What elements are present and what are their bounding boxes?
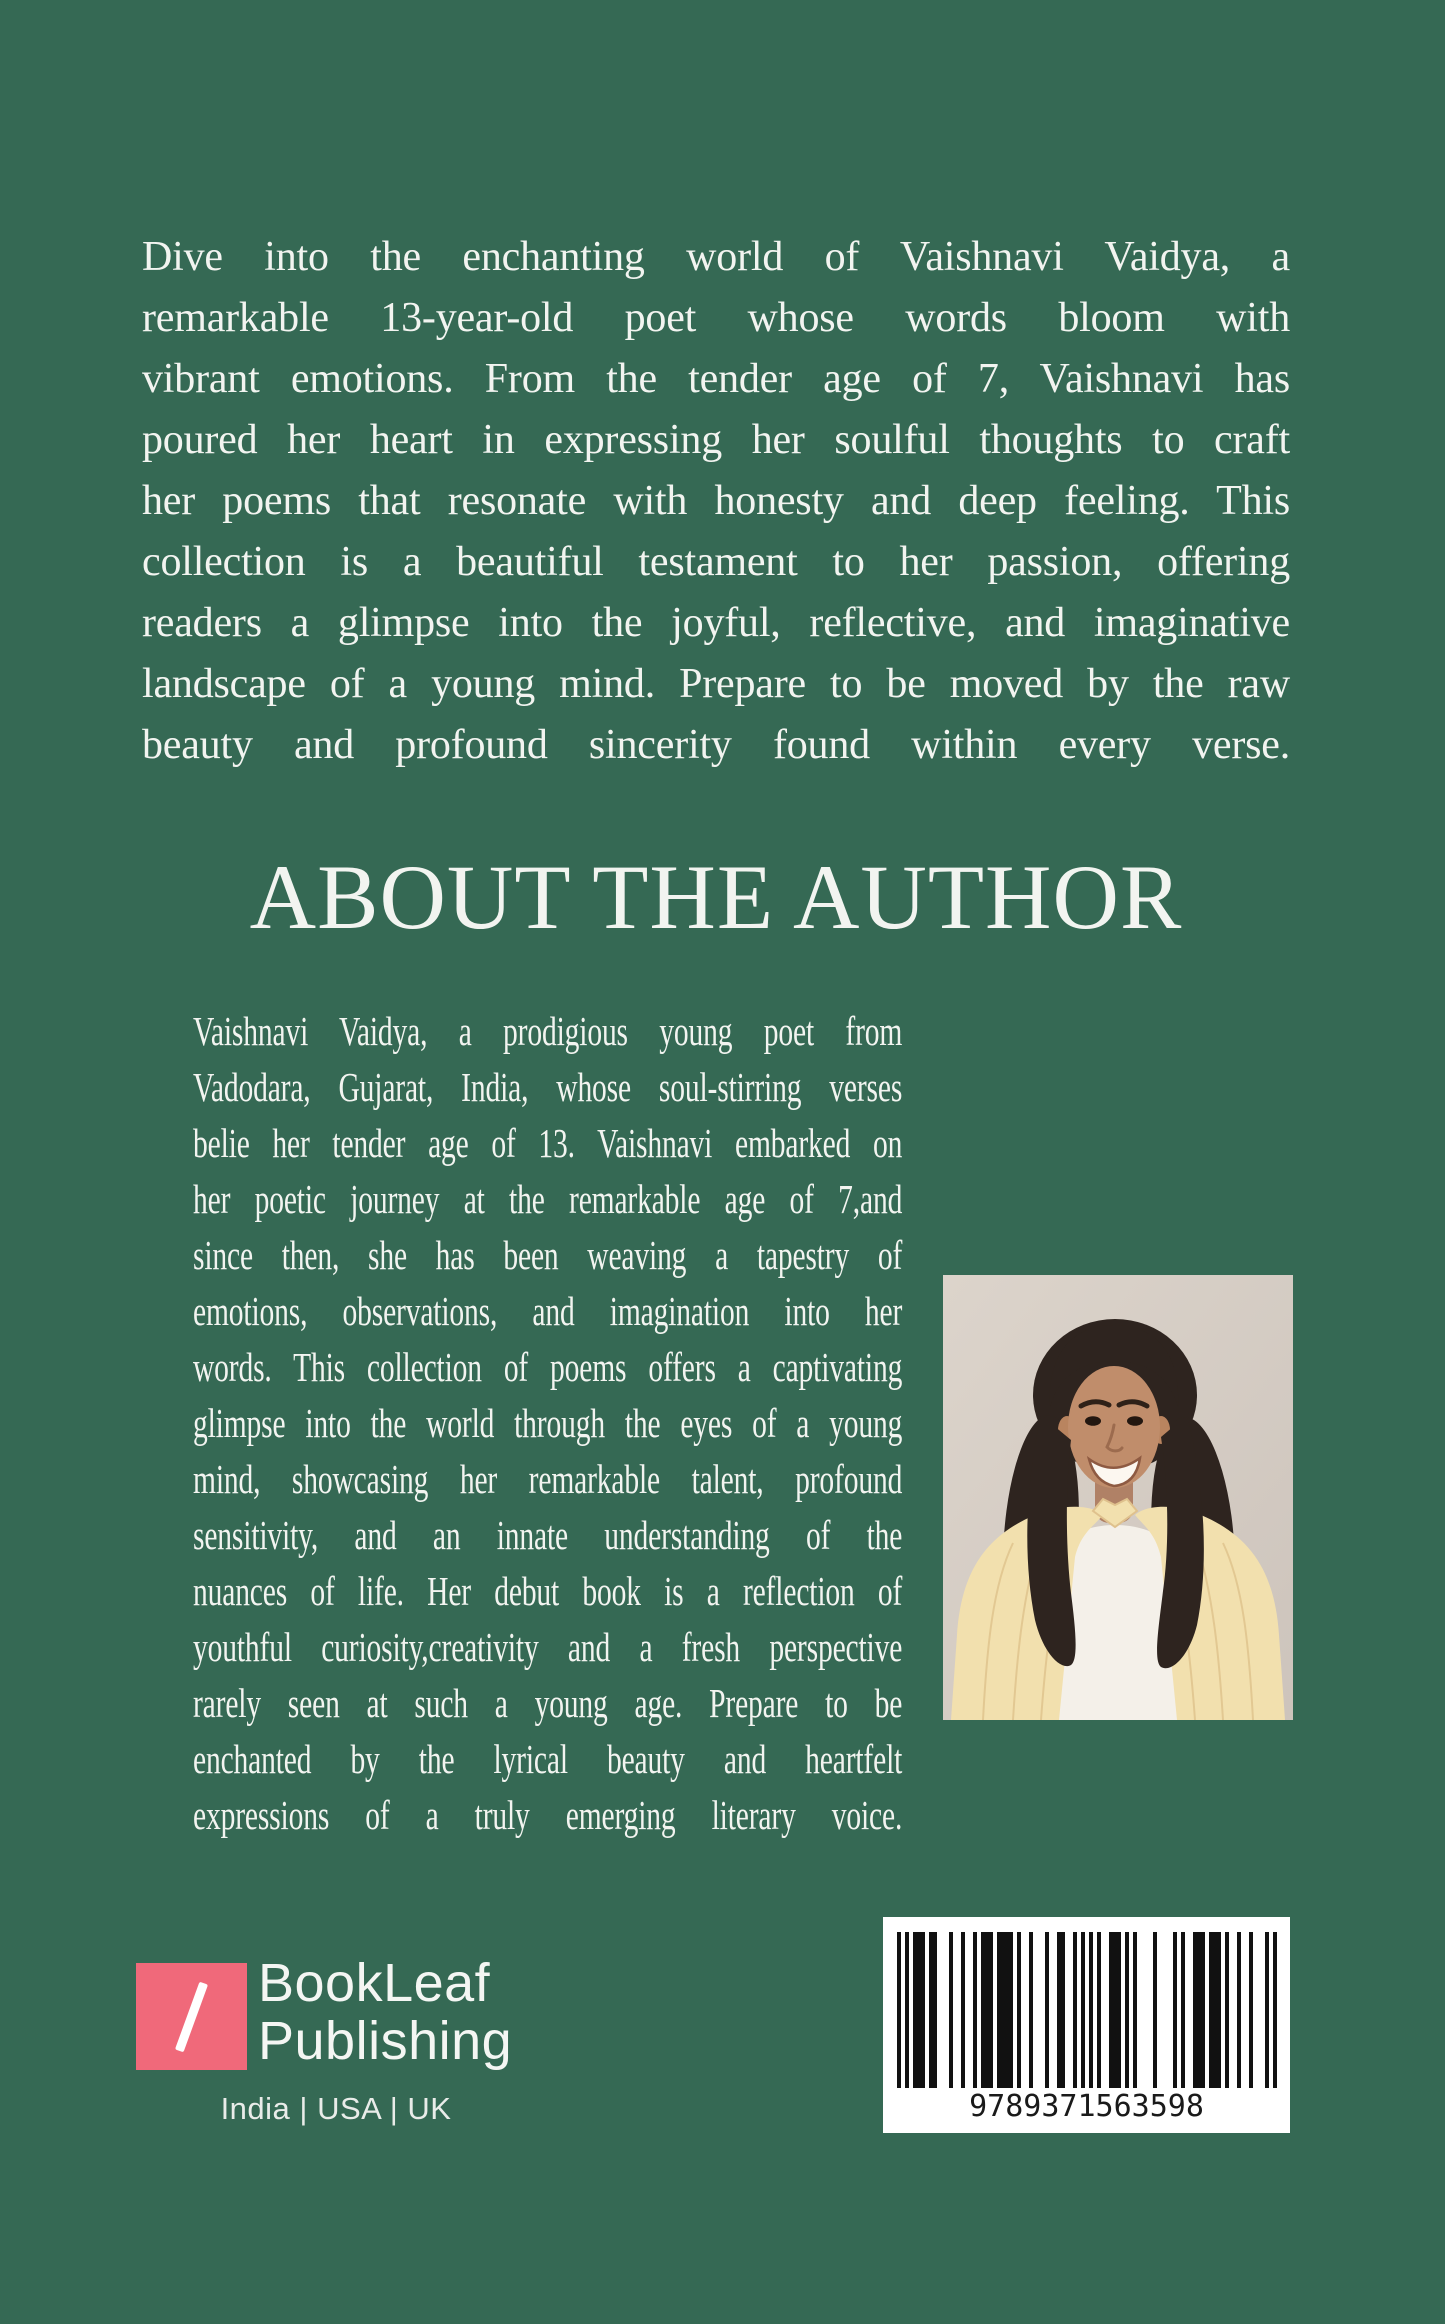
text-line: her poetic journey at the remarkable age of 7,and <box>193 1176 903 1222</box>
text-line: nuances of life. Her debut book is a reflection of <box>193 1568 903 1614</box>
text-line: enchanted by the lyrical beauty and heartfelt <box>193 1736 903 1782</box>
text-line: beauty and profound sincerity found within every verse. <box>142 722 1290 768</box>
text-line: collection is a beautiful testament to her passion, offering <box>142 539 1290 585</box>
text-line: since then, she has been weaving a tapestry of <box>193 1232 903 1278</box>
barcode-bars <box>897 1932 1277 2088</box>
bookleaf-logo <box>136 1963 247 2070</box>
text-line: landscape of a young mind. Prepare to be moved by the raw <box>142 661 1290 707</box>
synopsis-text <box>142 227 1290 776</box>
author-photo <box>943 1275 1293 1720</box>
text-line: Dive into the enchanting world of Vaishnavi Vaidya, a <box>142 234 1290 280</box>
text-line: rarely seen at such a young age. Prepare to be <box>193 1680 903 1726</box>
bookleaf-slash-icon <box>175 1982 208 2053</box>
text-line: Vaishnavi Vaidya, a prodigious young poet from <box>193 1008 903 1054</box>
text-line: emotions, observations, and imagination into her <box>193 1288 903 1334</box>
text-line: words. This collection of poems offers a captivating <box>193 1344 903 1390</box>
barcode-block <box>883 1917 1290 2133</box>
text-line: poured her heart in expressing her soulful thoughts to craft <box>142 417 1290 463</box>
publisher-name-line2: Publishing <box>258 2011 513 2071</box>
publisher-name <box>258 1954 512 2070</box>
about-the-author-heading: ABOUT THE AUTHOR <box>249 846 1183 948</box>
text-line: mind, showcasing her remarkable talent, profound <box>193 1456 903 1502</box>
text-line: remarkable 13-year-old poet whose words bloom with <box>142 295 1290 341</box>
text-line: belie her tender age of 13. Vaishnavi embarked on <box>193 1120 903 1166</box>
text-line: youthful curiosity,creativity and a fresh perspective <box>193 1624 903 1670</box>
barcode-number: 9789371563598 <box>969 2089 1204 2124</box>
publisher-regions: India | USA | UK <box>220 2091 452 2126</box>
text-line: glimpse into the world through the eyes of a young <box>193 1400 903 1446</box>
text-line: Vadodara, Gujarat, India, whose soul-stirring verses <box>193 1064 903 1110</box>
author-bio-text <box>193 1003 902 1843</box>
publisher-name-line1: BookLeaf <box>258 1953 491 2013</box>
text-line: vibrant emotions. From the tender age of 7, Vaishnavi has <box>142 356 1290 402</box>
text-line: her poems that resonate with honesty and deep feeling. This <box>142 478 1290 524</box>
text-line: expressions of a truly emerging literary voice. <box>193 1792 903 1838</box>
text-line: sensitivity, and an innate understanding of the <box>193 1512 903 1558</box>
text-line: readers a glimpse into the joyful, reflective, and imaginative <box>142 600 1290 646</box>
